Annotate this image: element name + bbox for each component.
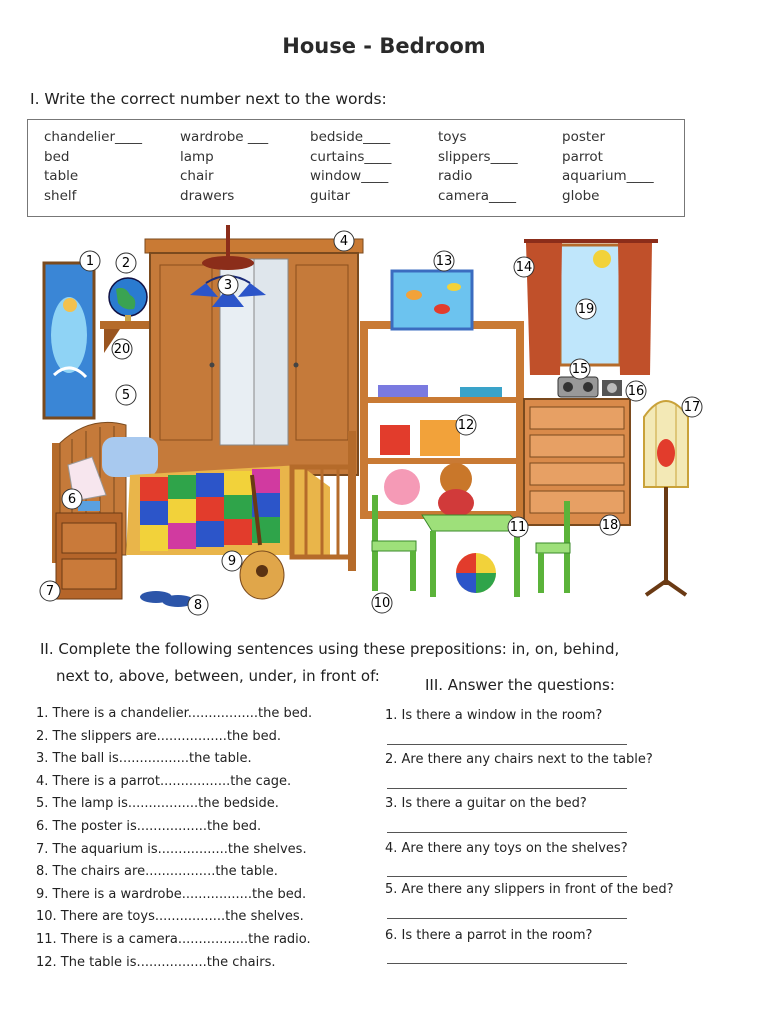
drawers-illustration [524,399,630,525]
answer-line[interactable] [387,788,627,789]
aquarium-illustration [392,271,472,329]
callout-number: 6 [67,492,77,507]
callout-number: 7 [45,584,55,599]
answer-line[interactable] [387,876,627,877]
word-item: chair [180,168,214,184]
word-item: bedside____ [310,129,391,145]
callout-number: 15 [571,362,589,377]
section2-heading-line2: next to, above, between, under, in front of: [56,667,380,685]
callout-number: 17 [683,400,701,415]
word-item: camera____ [438,187,516,204]
word-item: poster [562,129,606,145]
sentence-item: 8. The chairs are.................the table. [36,864,278,880]
word-column-2 [180,128,268,206]
word-item: table [44,168,79,184]
word-item: wardrobe ___ [180,129,269,145]
callout-number: 14 [515,260,533,275]
word-column-3 [310,128,391,206]
callout-number: 18 [601,518,619,533]
word-item: drawers [180,187,235,204]
radio-illustration [558,377,598,397]
callout-number: 3 [223,278,233,293]
word-item: chandelier____ [44,129,143,145]
answer-line[interactable] [387,832,627,833]
word-item: shelf [44,187,77,204]
callout-number: 12 [457,418,475,433]
section1-heading: I. Write the correct number next to the words: [30,90,387,108]
sentence-item: 2. The slippers are.................the bed. [36,728,281,744]
word-item: window____ [310,168,389,184]
parrot-cage-illustration [644,401,688,595]
callout-number: 8 [193,598,203,613]
callout-number: 1 [85,254,95,269]
word-item: radio [438,168,473,184]
callout-number: 19 [577,302,595,317]
ball-illustration [456,553,496,593]
word-item: bed [44,148,70,165]
word-column-5 [562,128,654,206]
question-item: 5. Are there any slippers in front of the bed? [385,882,674,897]
sentence-item: 6. The poster is.................the bed. [36,818,262,834]
word-item: guitar [310,187,350,204]
sentence-item: 12. The table is.................the chairs. [36,954,276,970]
sentence-item: 7. The aquarium is.................the shelves. [36,841,307,857]
bedroom-illustration [30,225,710,620]
word-column-4 [438,128,518,206]
globe-illustration [109,278,147,323]
sentence-item: 1. There is a chandelier.................the bed. [36,706,313,721]
question-item: 6. Is there a parrot in the room? [385,928,593,943]
word-item: globe [562,187,600,204]
poster-illustration [44,263,94,418]
callout-number: 16 [627,384,645,399]
section3-heading: III. Answer the questions: [425,676,615,694]
word-box [27,119,685,217]
word-item: parrot [562,148,603,165]
callout-number: 9 [227,554,237,569]
word-item: slippers____ [438,148,518,165]
sentence-item: 3. The ball is.................the table. [36,751,252,767]
word-item: aquarium____ [562,168,654,184]
callout-number: 20 [113,342,131,357]
question-item: 1. Is there a window in the room? [385,708,603,723]
sentence-item: 4. There is a parrot.................the cage. [36,773,292,789]
callout-number: 11 [509,520,527,535]
camera-illustration [602,380,622,396]
callout-number: 13 [435,254,453,269]
sentence-item: 11. There is a camera.................the radio. [36,931,311,947]
section2-heading-line1: II. Complete the following sentences using these prepositions: in, on, behind, [40,640,620,658]
sentence-item: 10. There are toys.................the shelves. [36,909,304,925]
answer-line[interactable] [387,918,627,919]
callout-number: 4 [339,234,349,249]
page-title: House - Bedroom [282,34,486,58]
answer-line[interactable] [387,744,627,745]
slippers-illustration [140,591,194,607]
word-item: toys [438,129,467,145]
callout-number: 10 [373,596,391,611]
question-item: 4. Are there any toys on the shelves? [385,841,628,856]
callout-number: 2 [121,256,131,271]
word-column-1 [44,128,142,206]
question-item: 2. Are there any chairs next to the table? [385,752,653,767]
callout-number: 5 [121,388,131,403]
wardrobe-illustration [145,239,363,475]
sentence-list [36,703,312,974]
bedside-illustration [56,513,122,599]
question-item: 3. Is there a guitar on the bed? [385,796,587,811]
sentence-item: 5. The lamp is.................the bedside. [36,796,279,812]
sentence-item: 9. There is a wardrobe.................the bed. [36,886,307,902]
word-item: curtains____ [310,148,392,165]
word-item: lamp [180,148,214,165]
shelves-illustration [364,325,520,517]
answer-line[interactable] [387,963,627,964]
